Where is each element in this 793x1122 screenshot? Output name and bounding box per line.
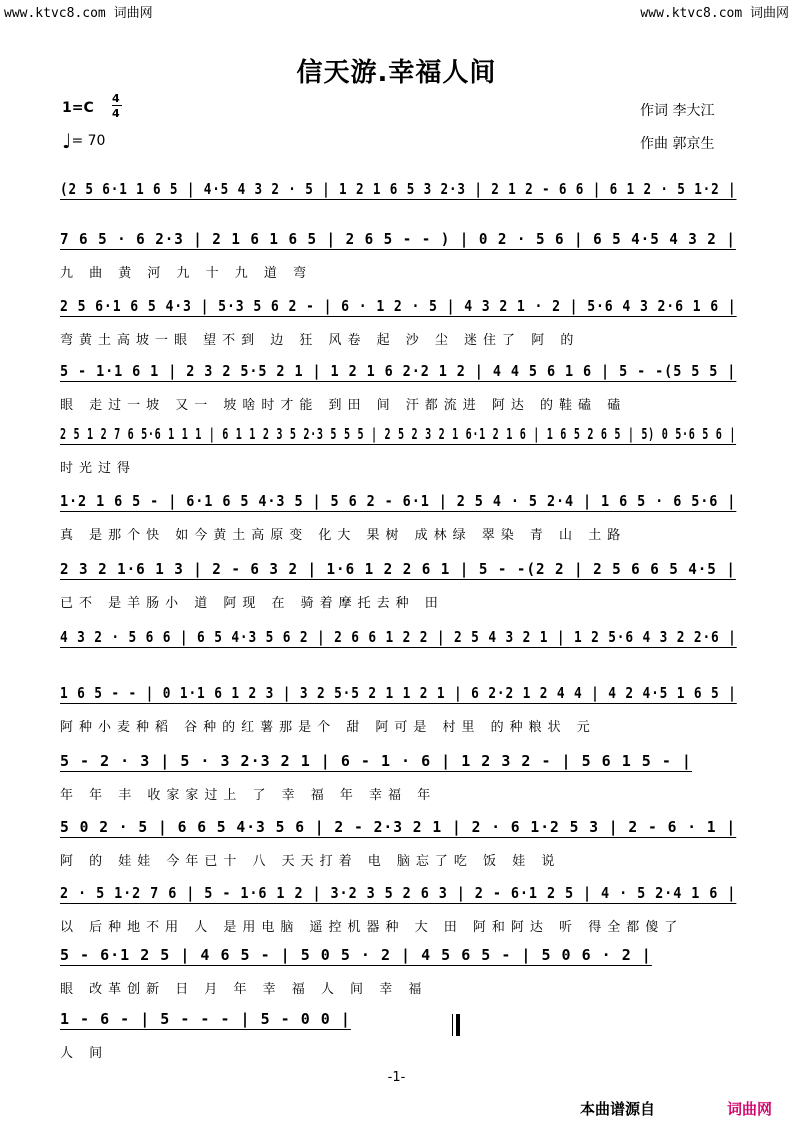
time-signature-bottom: 4 (112, 107, 120, 120)
lyric-line: 弯黄土高坡一眼 望不到 边 狂 风卷 起 沙 尘 迷住了 阿 的 (60, 333, 580, 348)
lyric-line: 阿 的 娃娃 今年已十 八 天天打着 电 脑忘了吃 饭 娃 说 (60, 854, 561, 869)
notation-line: 5 - 1·1 6 1 | 2 3 2 5·5 2 1 | 1 2 1 6 2·2 1 2 | 4 4 5 6 1 6 | 5 - -(5 5 5 | (60, 362, 737, 380)
tempo-marking (62, 129, 106, 153)
notation-line: 2 3 2 1·6 1 3 | 2 - 6 3 2 | 1·6 1 2 2 6 1 | 5 - -(2 2 | 2 5 6 6 5 4·5 | (60, 560, 736, 578)
lyric-line: 已不 是羊肠小 道 阿现 在 骑着摩托去种 田 (60, 596, 444, 611)
notation-line: 5 0 2 · 5 | 6 6 5 4·3 5 6 | 2 - 2·3 2 1 | 2 · 6 1·2 5 3 | 2 - 6 · 1 | (60, 818, 737, 836)
notation-line: 2 · 5 1·2 7 6 | 5 - 1·6 1 2 | 3·2 3 5 2 6 3 | 2 - 6·1 2 5 | 4 · 5 2·4 1 6 | (60, 884, 737, 902)
notation-line: 1·2 1 6 5 - | 6·1 6 5 4·3 5 | 5 6 2 - 6·1 | 2 5 4 · 5 2·4 | 1 6 5 · 6 5·6 | (60, 492, 737, 510)
tempo-value: = 70 (71, 133, 106, 149)
lyric-line: 真 是那个快 如今黄土高原变 化大 果树 成林绿 翠染 青 山 土路 (60, 528, 627, 543)
lyric-line: 眼 走过一坡 又一 坡啥时才能 到田 间 汗都流进 阿达 的鞋磕 磕 (60, 398, 627, 413)
lyric-line: 人 间 (60, 1046, 109, 1061)
notation-line: 7 6 5 · 6 2·3 | 2 1 6 1 6 5 | 2 6 5 - - ) | 0 2 · 5 6 | 6 5 4·5 4 3 2 | (60, 230, 736, 248)
quarter-note-icon: ♩ (62, 129, 72, 153)
lyric-line: 眼 改革创新 日 月 年 幸 福 人 间 幸 福 (60, 982, 428, 997)
lyric-line: 九 曲 黄 河 九 十 九 道 弯 (60, 266, 313, 281)
lyric-line: 以 后种地不用 人 是用电脑 遥控机器种 大 田 阿和阿达 听 得全都傻了 (60, 920, 684, 935)
time-signature-divider (112, 105, 122, 106)
composer-credit: 作曲 郭京生 (640, 136, 715, 152)
watermark-right: www.ktvc8.com 词曲网 (640, 6, 789, 21)
lyric-line: 年 年 丰 收家家过上 了 幸 福 年 幸福 年 (60, 788, 437, 803)
notation-line: 5 - 6·1 2 5 | 4 6 5 - | 5 0 5 · 2 | 4 5 6 5 - | 5 0 6 · 2 | (60, 946, 652, 964)
notation-line: 4 3 2 · 5 6 6 | 6 5 4·3 5 6 2 | 2 6 6 1 2 2 | 2 5 4 3 2 1 | 1 2 5·6 4 3 2 2·6 | (60, 628, 737, 646)
final-barline-thin (452, 1014, 453, 1036)
notation-line: (2 5 6·1 1 6 5 | 4·5 4 3 2 · 5 | 1 2 1 6 5 3 2·3 | 2 1 2 - 6 6 | 6 1 2 · 5 1·2 | (60, 180, 737, 198)
source-label: 本曲谱源自 (580, 1100, 656, 1118)
lyric-line: 阿种小麦种稻 谷种的红薯那是个 甜 阿可是 村里 的种粮状 元 (60, 720, 596, 735)
final-barline-thick (456, 1014, 460, 1036)
notation-line: 1 6 5 - - | 0 1·1 6 1 2 3 | 3 2 5·5 2 1 1 2 1 | 6 2·2 1 2 4 4 | 4 2 4·5 1 6 5 | (60, 684, 737, 702)
key-signature: 1=C (62, 100, 94, 116)
lyricist-credit: 作词 李大江 (640, 103, 715, 119)
page-number: -1- (387, 1070, 406, 1085)
notation-line: 5 - 2 · 3 | 5 · 3 2·3 2 1 | 6 - 1 · 6 | 1 2 3 2 - | 5 6 1 5 - | (60, 752, 692, 770)
time-signature-top: 4 (112, 92, 120, 105)
notation-line: 1 - 6 - | 5 - - - | 5 - 0 0 | (60, 1010, 351, 1028)
site-logo: 词曲网 (727, 1100, 773, 1118)
notation-line: 2 5 6·1 6 5 4·3 | 5·3 5 6 2 - | 6 · 1 2 · 5 | 4 3 2 1 · 2 | 5·6 4 3 2·6 1 6 | (60, 297, 737, 315)
notation-line: 2 5 1 2 7 6 5·6 1 1 1 | 6 1 1 2 3 5 2·3 5 5 5 | 2 5 2 3 2 1 6·1 2 1 6 | 1 6 5 2 6 5 | 5) 0 5·6 5 6 | (60, 425, 737, 443)
watermark-left: www.ktvc8.com 词曲网 (4, 6, 153, 21)
song-title: 信天游.幸福人间 (296, 58, 497, 88)
lyric-line: 时光过得 (60, 461, 137, 476)
